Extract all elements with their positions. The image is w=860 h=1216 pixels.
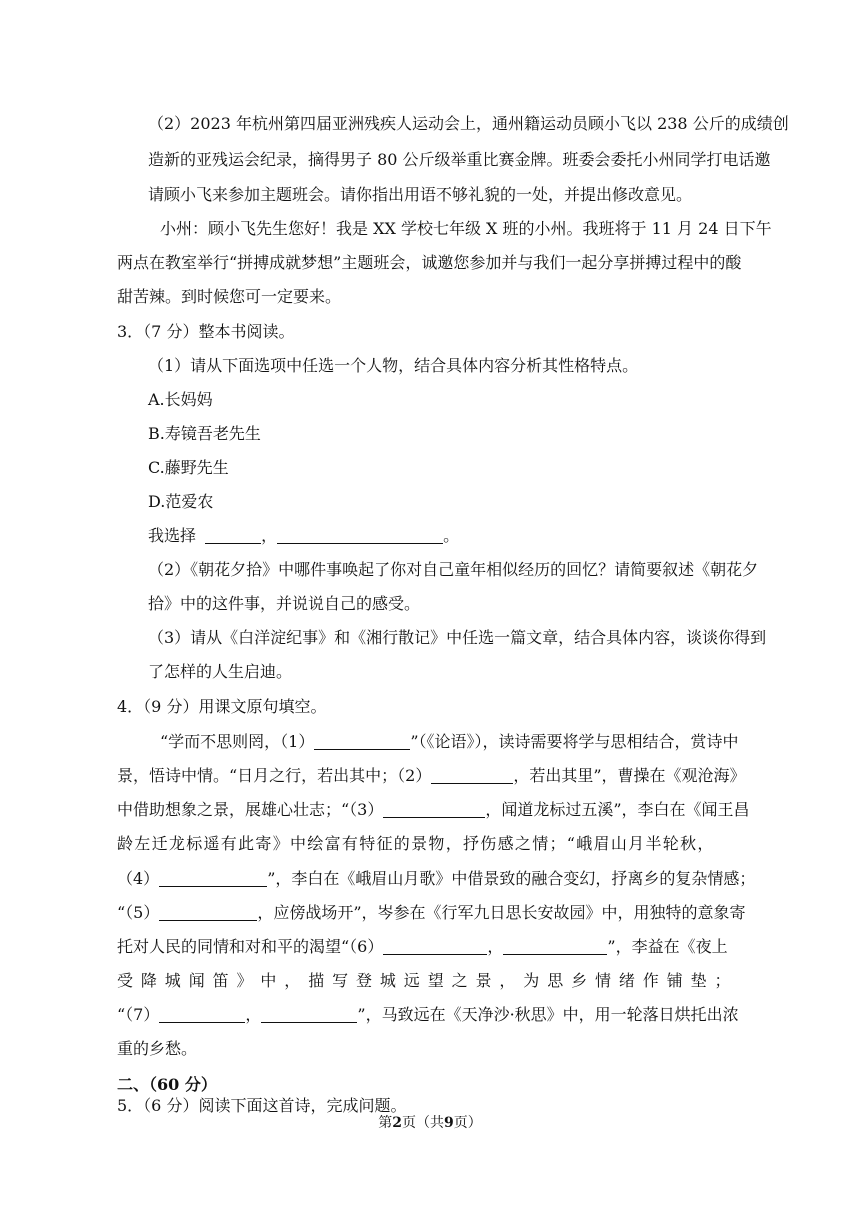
q3-sub-3-line-2: 了怎样的人生启迪。 [148,662,293,681]
q3-heading: 3．（7 分）整本书阅读。 [117,322,295,341]
q4-line-4: 龄左迁龙标遥有此寄》中绘富有特征的景物，抒伤感之情；“峨眉山月半轮秋， [117,834,715,853]
q4-line-3 [117,800,750,820]
q4-line-3-text-b: ，闻道龙标过五溪”，李白在《闻王昌 [485,800,750,819]
q2-2-line-1: （2）2023 年杭州第四届亚洲残疾人运动会上，通州籍运动员顾小飞以 238 公斤的成绩创 [148,114,789,133]
q4-blank-4[interactable] [159,870,267,887]
q4-line-1-text-a: “学而不思则罔，（1） [160,732,315,751]
q3-option-a: A.长妈妈 [148,390,213,409]
q3-sub-2-line-2: 拾》中的这件事，并说说自己的感受。 [148,594,421,613]
q3-sub-2-line-1: （2）《朝花夕拾》中哪件事唤起了你对自己童年相似经历的回忆？请简要叙述《朝花夕 [148,560,759,579]
footer-page-number: 2 [392,1115,402,1131]
q4-line-9 [117,1005,739,1025]
q4-line-5 [117,869,755,889]
q4-blank-1[interactable] [314,733,410,750]
q3-sub-1: （1）请从下面选项中任选一个人物，结合具体内容分析其性格特点。 [148,356,639,375]
footer-suffix: 页） [453,1115,482,1131]
q4-blank-6b[interactable] [503,938,607,955]
q4-heading: 4．（9 分）用课文原句填空。 [117,697,327,716]
q4-blank-5[interactable] [159,904,257,921]
q4-line-2 [117,766,746,786]
q4-line-10: 重的乡愁。 [117,1039,198,1058]
q4-line-7-text-a: 托对人民的同情和对和平的渴望“（6） [117,937,384,956]
q4-blank-7b[interactable] [261,1006,357,1023]
q3-sub-3-line-1: （3）请从《白洋淀纪事》和《湘行散记》中任选一篇文章，结合具体内容，谈谈你得到 [148,628,767,647]
q3-option-c: C.藤野先生 [148,458,229,477]
q3-choice-blank[interactable] [205,527,261,544]
q5-heading: 5．（6 分）阅读下面这首诗，完成问题。 [117,1096,407,1115]
q3-choice-separator: ， [261,526,278,545]
q4-line-6 [117,903,746,923]
q4-blank-7a[interactable] [159,1006,245,1023]
q3-option-d: D.范爱农 [148,492,214,511]
q4-line-6-text-b: ，应傍战场开”，岑参在《行军九日思长安故园》中，用独特的意象寄 [257,903,746,922]
q4-line-1 [160,732,739,752]
q2-2-line-2: 造新的亚残运会纪录，摘得男子 80 公斤级举重比赛金牌。班委会委托小州同学打电话邀 [148,150,771,169]
q4-line-7-sep: ， [487,937,504,956]
q4-line-8: 受降城闻笛》中，描写登城远望之景，为思乡情绪作铺垫； [117,971,739,990]
q4-line-2-text-b: ，若出其里”，曹操在《观沧海》 [513,766,746,785]
q3-option-b: B.寿镜吾老先生 [148,424,261,443]
q3-choice-line [148,526,459,546]
q4-line-7 [117,937,728,957]
q4-line-9-sep: ， [245,1005,262,1024]
q4-blank-6a[interactable] [383,938,487,955]
q4-line-7-text-b: ”，李益在《夜上 [607,937,728,956]
q4-line-9-text-b: ”，马致远在《天净沙·秋思》中，用一轮落日烘托出浓 [357,1005,739,1024]
q4-line-1-text-b: ”（《论语》），读诗需要将学与思相结合，赏诗中 [410,732,739,751]
q4-line-2-text-a: 景，悟诗中情。“日月之行，若出其中；（2） [117,766,432,785]
q3-choice-end: 。 [443,526,460,545]
q4-line-6-text-a: “（5） [117,903,160,922]
q4-line-3-text-a: 中借助想象之景，展雄心壮志；“（3） [117,800,384,819]
footer-total-pages: 9 [444,1115,454,1131]
footer-middle: 页（共 [402,1115,444,1131]
q4-blank-2[interactable] [431,767,513,784]
q2-2-dialogue-line-3: 甜苦辣。到时候您可一定要来。 [117,287,342,306]
q3-choice-prefix: 我选择 [148,526,197,545]
section-2-heading: 二、（60 分） [117,1075,217,1094]
q3-reason-blank[interactable] [277,527,443,544]
q2-2-line-3: 请顾小飞来参加主题班会。请你指出用语不够礼貌的一处，并提出修改意见。 [148,185,693,204]
q4-blank-3[interactable] [383,801,485,818]
q4-line-5-text-b: ”，李白在《峨眉山月歌》中借景致的融合变幻，抒离乡的复杂情感； [267,869,756,888]
footer-prefix: 第 [378,1115,393,1131]
q2-2-dialogue-line-2: 两点在教室举行“拼搏成就梦想”主题班会，诚邀您参加并与我们一起分享拼搏过程中的酸 [117,253,742,272]
q4-line-5-text-a: （4） [117,869,160,888]
page-footer [0,1112,860,1132]
q2-2-dialogue-line-1: 小州：顾小飞先生您好！我是 XX 学校七年级 X 班的小州。我班将于 11 月 24 日下午 [160,219,772,238]
q4-line-9-text-a: “（7） [117,1005,160,1024]
